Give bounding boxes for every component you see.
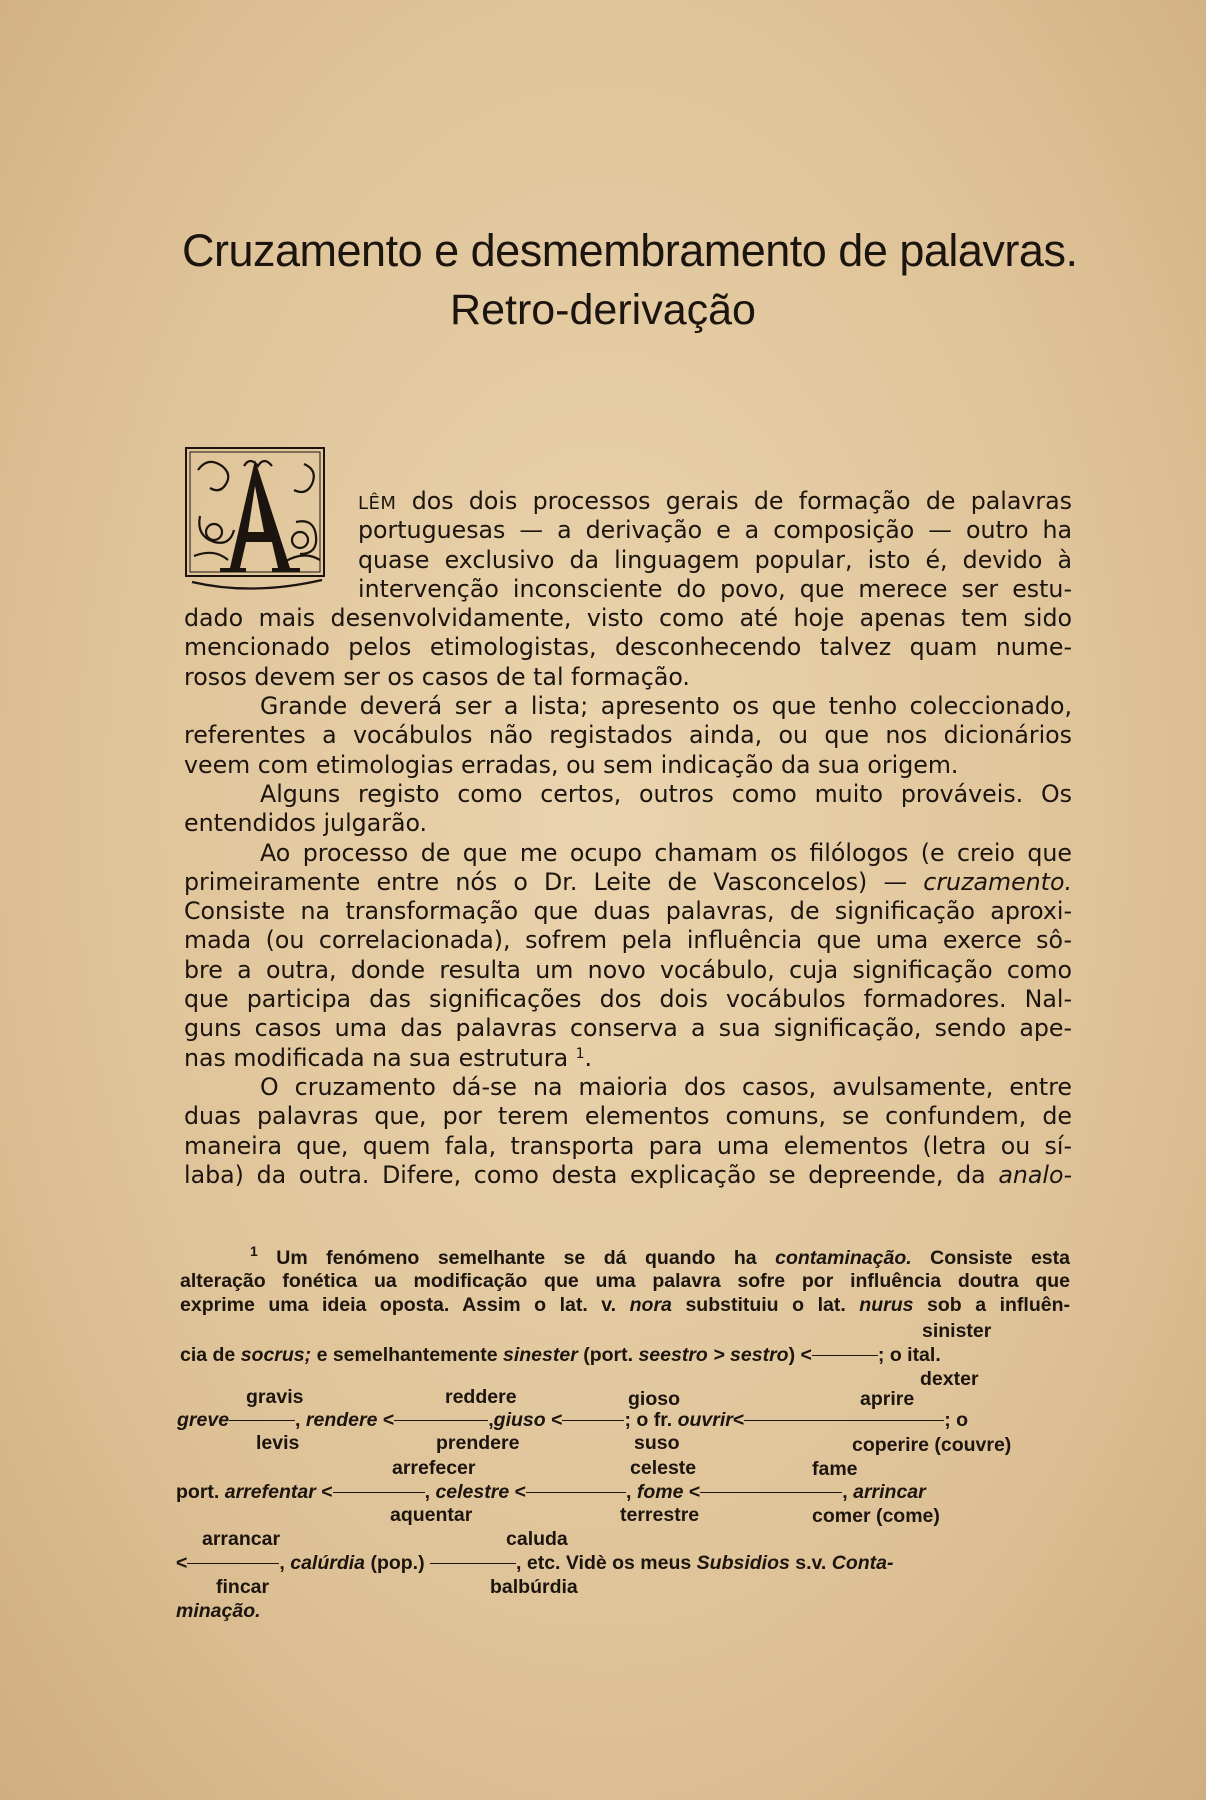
text-line: mencionado pelos etimologistas, desconhecendo talvez quam nume-: [184, 633, 1072, 662]
chapter-title-line-2: Retro-derivação: [450, 286, 756, 334]
fraction-top: celeste: [630, 1457, 697, 1479]
text-line: Alguns registo como certos, outros como muito prováveis. Os: [260, 779, 1072, 808]
fraction-bottom: dexter: [920, 1368, 979, 1390]
fraction-bottom: levis: [256, 1432, 300, 1454]
fraction-bottom: balbúrdia: [490, 1576, 578, 1598]
footnote-line: < , calúrdia (pop.) , etc. Vidè os meus Subsidios s.v. Conta-: [176, 1552, 894, 1574]
text-line: referentes a vocábulos não registados ainda, ou que nos dicionários: [184, 721, 1072, 750]
footnote-line: cia de socrus; e semelhantemente sinester (port. seestro > sestro) < ; o ital.: [180, 1344, 941, 1366]
text-line: intervenção inconsciente do povo, que merece ser estu-: [358, 574, 1072, 603]
text-line: quase exclusivo da linguagem popular, isto é, devido à: [358, 545, 1072, 574]
text-line: entendidos julgarão.: [184, 809, 428, 838]
text-line: LÊM dos dois processos gerais de formação de palavras: [358, 487, 1072, 515]
text-line: portuguesas — a derivação e a composição — outro ha: [358, 516, 1072, 545]
footnote-ref: 1: [575, 1045, 585, 1062]
text-line: Ao processo de que me ocupo chamam os filólogos (e creio que: [260, 838, 1072, 867]
chapter-title-line-1: Cruzamento e desmembramento de palavras.: [182, 225, 1078, 276]
fraction-top: arrancar: [202, 1528, 281, 1550]
fraction-top: gravis: [246, 1386, 304, 1408]
fraction-top: gioso: [628, 1388, 680, 1410]
footnote: [176, 1243, 1070, 1622]
text-line: guns casos uma das palavras conserva a sua significação, sendo ape-: [184, 1014, 1072, 1043]
fraction-top: aprire: [860, 1388, 915, 1410]
footnote-line: $^1$ Um fenómeno semelhante se dá quando ha contaminação. Consiste esta: [250, 1243, 1070, 1269]
footnote-line: port. arrefentar < , celestre < , fome < , arrincar: [176, 1481, 926, 1503]
text-line: que participa das significações dos dois vocábulos formadores. Nal-: [184, 985, 1072, 1014]
fraction-bottom: suso: [634, 1432, 680, 1454]
text-line: O cruzamento dá-se na maioria dos casos, avulsamente, entre: [260, 1072, 1072, 1101]
fraction-top: fame: [812, 1458, 858, 1480]
footnote-line: greve , rendere < ,giuso < ; o fr. ouvrir< ; o: [177, 1409, 969, 1431]
fraction-bottom: fincar: [216, 1576, 270, 1598]
fraction-top: arrefecer: [392, 1457, 476, 1479]
fraction-top: sinister: [922, 1320, 992, 1342]
fraction-top: caluda: [506, 1528, 568, 1550]
text-line: Consiste na transformação que duas palavras, de significação aproxi-: [184, 897, 1072, 926]
text-line: laba) da outra. Difere, como desta explicação se depreende, da analo-: [184, 1160, 1072, 1189]
fraction-bottom: prendere: [436, 1432, 520, 1454]
text-line: bre a outra, donde resulta um novo vocábulo, cuja significação como: [184, 955, 1072, 984]
fraction-bottom: coperire (couvre): [852, 1434, 1012, 1456]
text-line: maneira que, quem fala, transporta para uma elementos (letra ou sí-: [184, 1131, 1072, 1160]
text-line: veem com etimologias erradas, ou sem indicação da sua origem.: [184, 750, 959, 779]
main-text: [184, 487, 1072, 1190]
fraction-bottom: aquentar: [390, 1504, 473, 1526]
text-line: mada (ou correlacionada), sofrem pela influência que uma exerce sô-: [184, 926, 1072, 955]
text-line: rosos devem ser os casos de tal formação.: [184, 662, 690, 691]
fraction-top: reddere: [445, 1386, 517, 1408]
text-line: dado mais desenvolvidamente, visto como até hoje apenas tem sido: [184, 604, 1072, 633]
footnote-line: exprime uma ideia oposta. Assim o lat. v. nora substituiu o lat. nurus sob a influên-: [180, 1293, 1070, 1316]
text-line: primeiramente entre nós o Dr. Leite de Vasconcelos) — cruzamento.: [184, 867, 1072, 896]
fraction-bottom: comer (come): [812, 1505, 940, 1527]
text-line: Grande deverá ser a lista; apresento os que tenho coleccionado,: [260, 692, 1072, 721]
footnote-line: minação.: [176, 1600, 261, 1622]
footnote-line: alteração fonética ua modificação que uma palavra sofre por influência doutra que: [180, 1270, 1070, 1293]
text-line: duas palavras que, por terem elementos comuns, se confundem, de: [184, 1102, 1072, 1131]
text-line: nas modificada na sua estrutura $^1$.: [184, 1043, 593, 1072]
fraction-bottom: terrestre: [620, 1504, 700, 1526]
